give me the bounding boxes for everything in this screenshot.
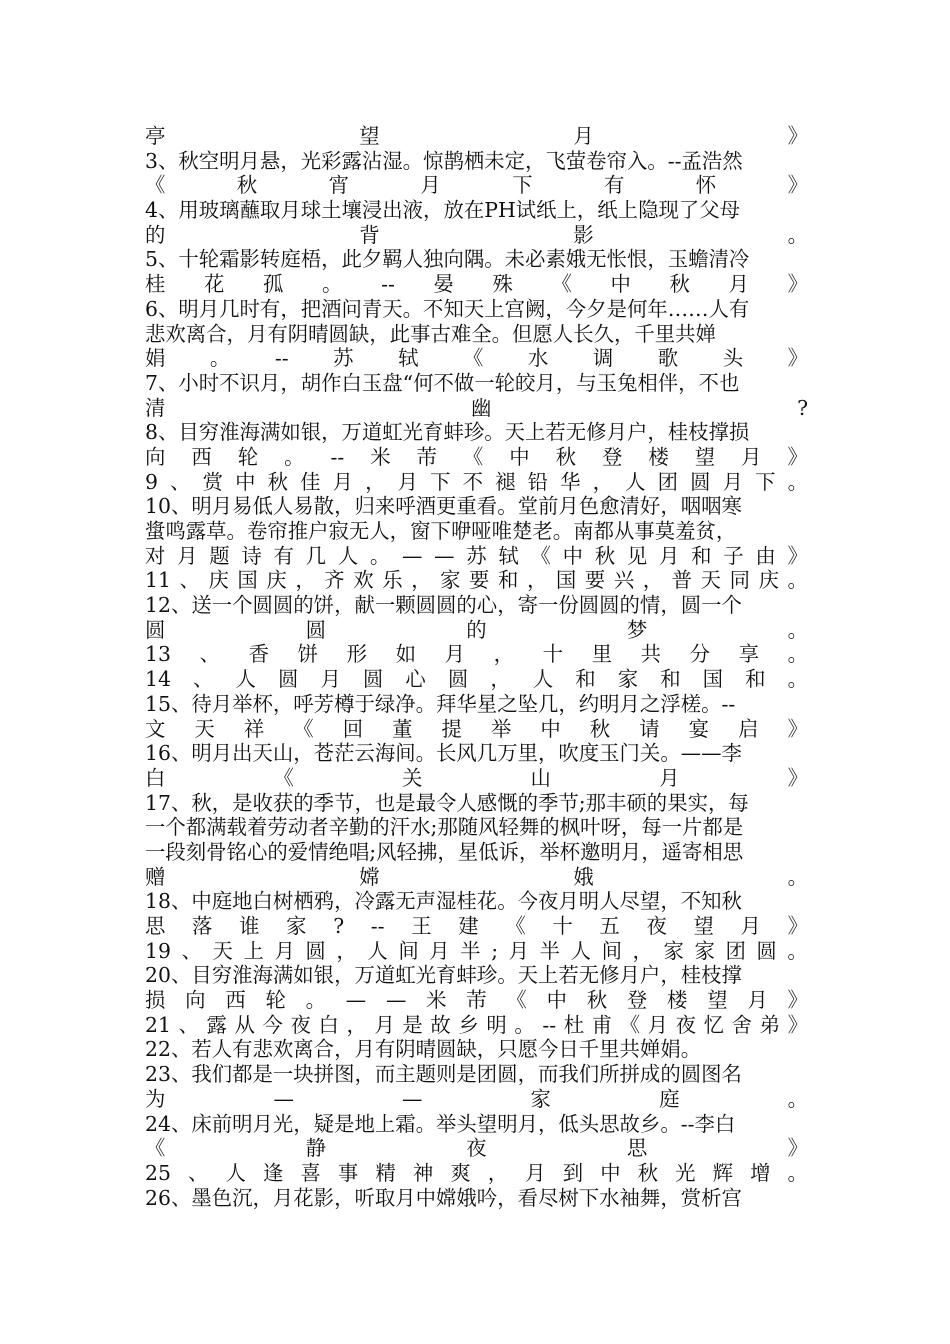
- text-line: 桂 花 孤 。 -- 晏 殊 《 中 秋 月 》: [145, 272, 808, 297]
- text-line: 13 、 香 饼 形 如 月 ， 十 里 共 分 享 。: [145, 642, 808, 667]
- text-line: 《 秋 宵 月 下 有 怀 》: [145, 173, 808, 198]
- text-line: 14 、 人 圆 月 圆 心 圆 ， 人 和 家 和 国 和 。: [145, 667, 808, 692]
- text-line: 26、墨色沉，月花影，听取月中嫦娥吟，看尽树下水袖舞，赏析宫: [145, 1185, 742, 1210]
- text-line: 赠 嫦 娥 。: [145, 864, 808, 889]
- text-line: 18、中庭地白树栖鸦，冷露无声湿桂花。今夜月明人尽望，不知秋: [145, 889, 742, 914]
- text-line: 16、明月出天山，苍茫云海间。长风几万里，吹度玉门关。——李: [145, 741, 742, 766]
- text-line: 19 、 天 上 月 圆 ， 人 间 月 半 ; 月 半 人 间 ， 家 家 团 圆 。: [145, 938, 808, 963]
- text-line: 23、我们都是一块拼图，而主题则是团圆，而我们所拼成的圆图名: [145, 1062, 742, 1087]
- text-line: 一段刻骨铭心的爱情绝唱;风轻拂，星低诉，举杯邀明月，遥寄相思: [145, 839, 744, 864]
- text-line: 向 西 轮 。 -- 米 芾 《 中 秋 登 楼 望 月 》: [145, 444, 808, 469]
- text-line: 清 幽 ?: [145, 395, 808, 420]
- text-line: 6、明月几时有，把酒问青天。不知天上宫阙，今夕是何年……人有: [145, 296, 750, 321]
- text-line: 文 天 祥 《 回 董 提 举 中 秋 请 宴 启 》: [145, 716, 808, 741]
- text-line: 对 月 题 诗 有 几 人 。 — — 苏 轼 《 中 秋 见 月 和 子 由 》: [145, 543, 808, 568]
- text-line: 9 、 赏 中 秋 佳 月 ， 月 下 不 褪 铅 华 ， 人 团 圆 月 下 。: [145, 469, 808, 494]
- text-line: 圆 圆 的 梦 。: [145, 617, 808, 642]
- text-line: 一个都满载着劳动者辛勤的汗水;那随风轻舞的枫叶呀，每一片都是: [145, 815, 744, 840]
- text-line: 12、送一个圆圆的饼，献一颗圆圆的心，寄一份圆圆的情，圆一个: [145, 593, 742, 618]
- text-line: 25 、 人 逢 喜 事 精 神 爽 ， 月 到 中 秋 光 辉 增 。: [145, 1160, 808, 1185]
- text-line: 思 落 谁 家 ? -- 王 建 《 十 五 夜 望 月 》: [145, 914, 808, 938]
- text-line: 3、秋空明月悬，光彩露沾湿。惊鹊栖未定，飞萤卷帘入。--孟浩然: [145, 148, 743, 173]
- text-line: 11 、 庆 国 庆 ， 齐 欢 乐 ， 家 要 和 ， 国 要 兴 ， 普 天 同 庆 。: [145, 568, 808, 593]
- text-line: 娟 。 -- 苏 轼 《 水 调 歌 头 》: [145, 346, 808, 371]
- text-line: 白 《 关 山 月 》: [145, 765, 808, 790]
- text-line: 4、用玻璃蘸取月球土壤浸出液，放在PH试纸上，纸上隐现了父母: [145, 198, 741, 223]
- text-line: 为 — — 家 庭 。: [145, 1086, 808, 1111]
- document-page: [145, 124, 808, 1210]
- text-line: 损 向 西 轮 。 — — 米 芾 《 中 秋 登 楼 望 月 》: [145, 988, 808, 1013]
- text-line: 10、明月易低人易散，归来呼酒更重看。堂前月色愈清好，咽咽寒: [145, 494, 742, 519]
- text-line: 《 静 夜 思 》: [145, 1136, 808, 1161]
- text-line: 15、待月举杯，呼芳樽于绿净。拜华星之坠几，约明月之浮槎。--: [145, 691, 736, 716]
- text-line: 8、目穷淮海满如银，万道虹光育蚌珍。天上若无修月户，桂枝撑损: [145, 420, 750, 445]
- text-line: 的 背 影 。: [145, 222, 808, 247]
- text-line: 24、床前明月光，疑是地上霜。举头望明月，低头思故乡。--李白: [145, 1111, 736, 1136]
- text-line: 亭 望 月 》: [145, 124, 808, 148]
- text-line: 22、若人有悲欢离合，月有阴晴圆缺，只愿今日千里共婵娟。: [145, 1037, 702, 1062]
- text-line: 7、小时不识月，胡作白玉盘“何不做一轮皎月，与玉兔相伴，不也: [145, 370, 740, 395]
- text-line: 17、秋，是收获的季节，也是最令人感慨的季节;那丰硕的果实，每: [145, 790, 749, 815]
- text-line: 21 、 露 从 今 夜 白 ， 月 是 故 乡 明 。 -- 杜 甫 《 月 夜 忆 舍 弟 》: [145, 1012, 808, 1037]
- text-line: 悲欢离合，月有阴晴圆缺，此事古难全。但愿人长久，千里共婵: [145, 321, 716, 346]
- text-line: 20、目穷淮海满如银，万道虹光育蚌珍。天上若无修月户，桂枝撑: [145, 963, 742, 988]
- text-line: 螀鸣露草。卷帘推户寂无人，窗下咿哑唯楚老。南都从事莫羞贫，: [145, 519, 737, 543]
- text-line: 5、十轮霜影转庭梧，此夕羁人独向隅。未必素娥无怅恨，玉蟾清冷: [145, 247, 750, 272]
